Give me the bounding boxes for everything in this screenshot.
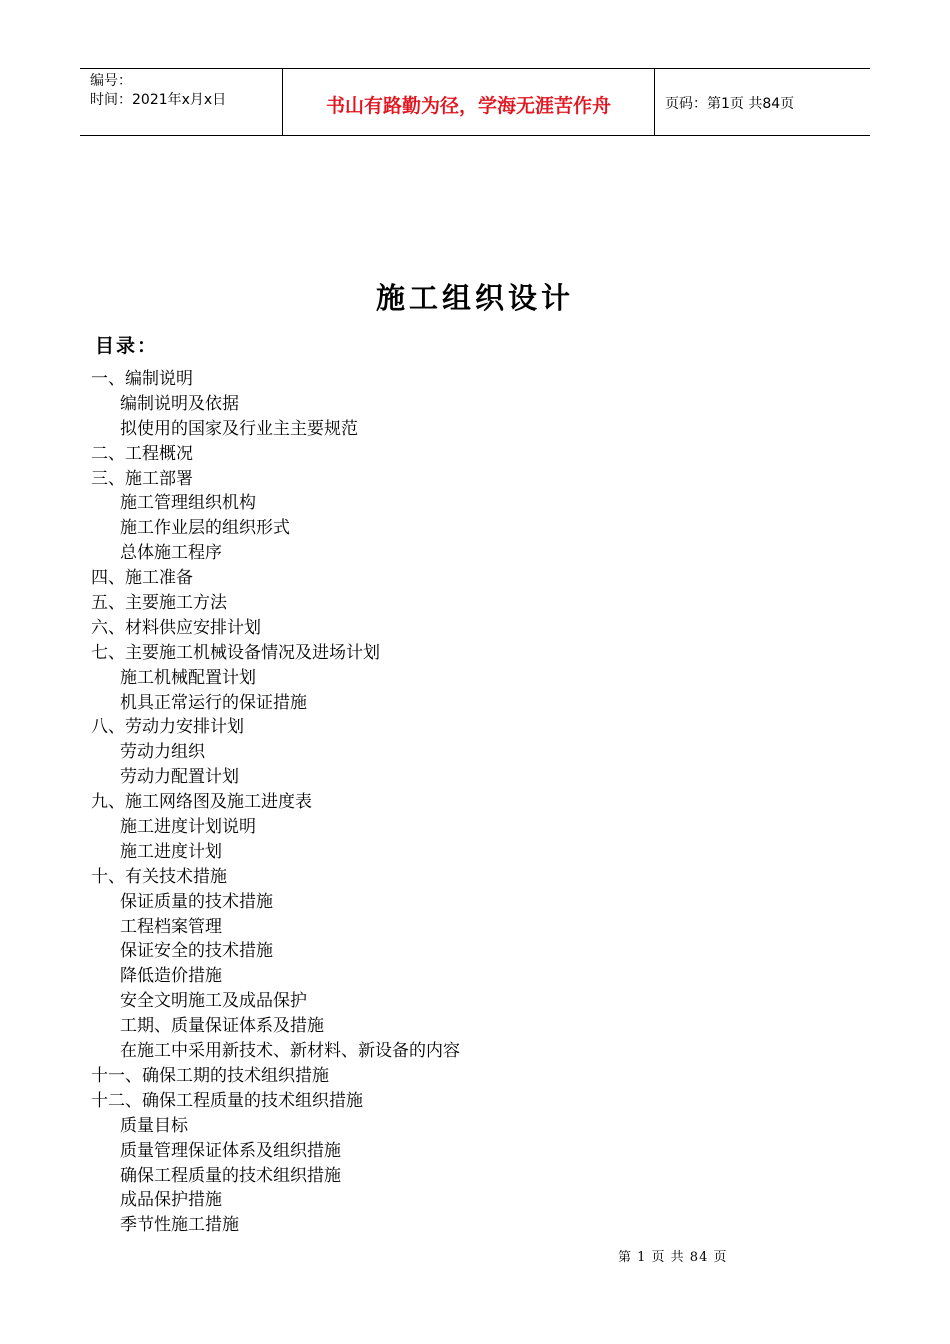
table-of-contents xyxy=(91,367,460,1238)
toc-subitem: 施工管理组织机构 xyxy=(120,493,256,514)
toc-subitem: 总体施工程序 xyxy=(120,543,222,564)
toc-item: 九、施工网络图及施工进度表 xyxy=(91,792,312,813)
toc-subitem: 施工进度计划说明 xyxy=(120,817,256,838)
page-footer: 第 1 页 共 84 页 xyxy=(618,1250,728,1265)
toc-item: 十二、确保工程质量的技术组织措施 xyxy=(91,1090,363,1111)
toc-item: 一、编制说明 xyxy=(91,369,193,389)
toc-subitem: 确保工程质量的技术组织措施 xyxy=(120,1165,341,1186)
toc-item: 十、有关技术措施 xyxy=(91,866,227,887)
toc-item: 六、材料供应安排计划 xyxy=(91,617,261,638)
toc-subitem: 施工作业层的组织形式 xyxy=(120,518,290,539)
document-title: 施工组织设计 xyxy=(375,281,574,315)
toc-subitem: 保证质量的技术措施 xyxy=(120,891,273,912)
toc-subitem: 劳动力配置计划 xyxy=(120,767,239,788)
page-header xyxy=(80,68,870,136)
toc-subitem: 质量管理保证体系及组织措施 xyxy=(120,1140,341,1161)
toc-subitem: 工程档案管理 xyxy=(120,916,222,937)
header-page-info: 页码：第1页 共84页 xyxy=(665,96,795,112)
toc-subitem: 保证安全的技术措施 xyxy=(120,941,273,962)
toc-subitem: 安全文明施工及成品保护 xyxy=(120,991,307,1012)
toc-subitem: 工期、质量保证体系及措施 xyxy=(120,1016,324,1037)
toc-subitem: 质量目标 xyxy=(120,1115,188,1136)
toc-item: 二、工程概况 xyxy=(91,443,193,464)
toc-subitem: 机具正常运行的保证措施 xyxy=(120,692,307,713)
toc-subitem: 拟使用的国家及行业主主要规范 xyxy=(120,418,358,439)
toc-subitem: 成品保护措施 xyxy=(120,1190,222,1211)
toc-item: 七、主要施工机械设备情况及进场计划 xyxy=(91,642,380,663)
toc-item: 四、施工准备 xyxy=(91,568,193,589)
header-motto: 书山有路勤为径，学海无涯苦作舟 xyxy=(282,69,655,135)
header-meta xyxy=(80,69,282,135)
toc-subitem: 编制说明及依据 xyxy=(120,393,239,414)
toc-subitem: 在施工中采用新技术、新材料、新设备的内容 xyxy=(120,1041,460,1062)
toc-subitem: 季节性施工措施 xyxy=(120,1215,239,1236)
number-label: 编号： xyxy=(90,73,132,89)
toc-subitem: 施工机械配置计划 xyxy=(120,667,256,688)
toc-subitem: 施工进度计划 xyxy=(120,841,222,862)
toc-item: 十一、确保工期的技术组织措施 xyxy=(91,1065,329,1086)
toc-subitem: 降低造价措施 xyxy=(120,966,222,987)
toc-item: 八、劳动力安排计划 xyxy=(91,717,244,738)
toc-item: 三、施工部署 xyxy=(91,468,193,489)
toc-subitem: 劳动力组织 xyxy=(120,742,205,763)
toc-heading: 目录： xyxy=(95,335,159,357)
toc-item: 五、主要施工方法 xyxy=(91,593,227,614)
time-label: 时间：2021年x月x日 xyxy=(90,92,227,108)
